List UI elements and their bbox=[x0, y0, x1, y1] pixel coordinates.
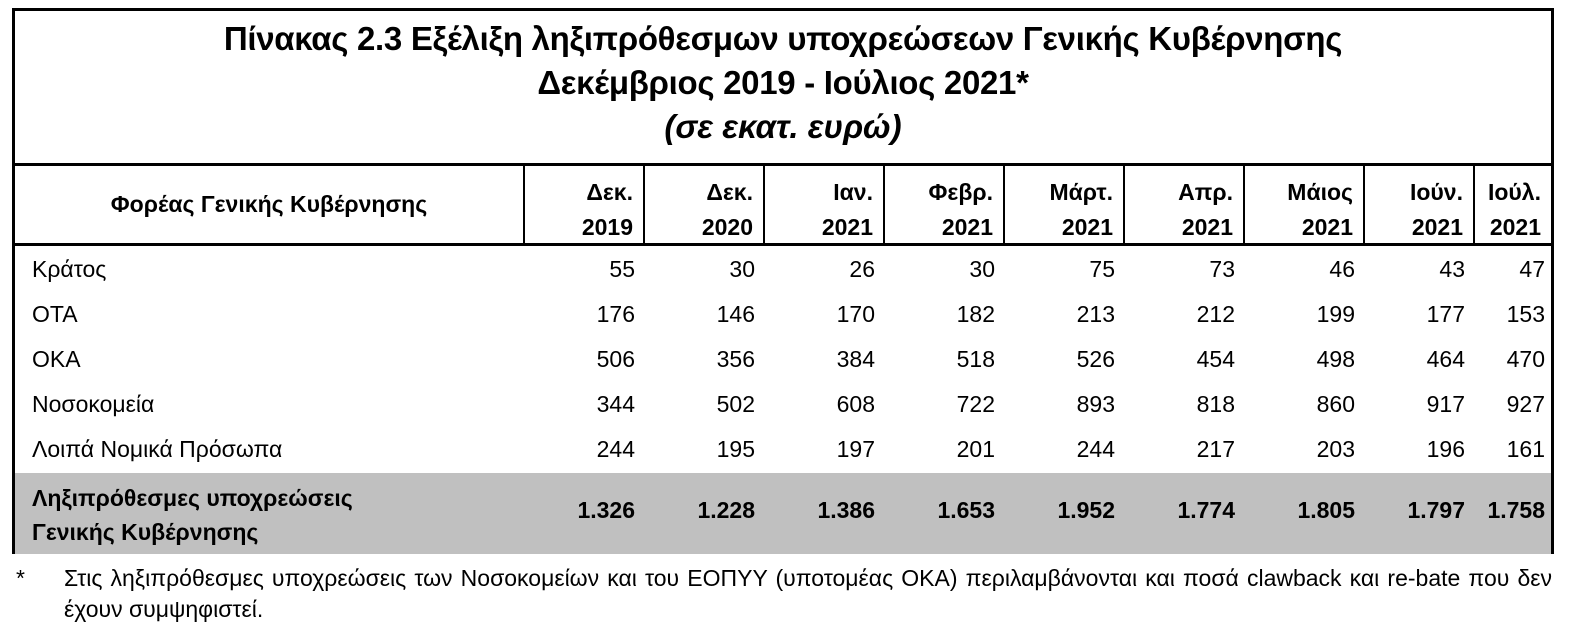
header-col bbox=[523, 166, 643, 243]
table-units: (σε εκατ. ευρώ) bbox=[664, 108, 902, 145]
table-cell: 244 bbox=[1076, 436, 1115, 462]
header-col-year: 2020 bbox=[701, 214, 753, 240]
table-cell: 860 bbox=[1316, 391, 1355, 417]
table-cell: 203 bbox=[1316, 436, 1355, 462]
header-col-year: 2021 bbox=[821, 214, 873, 240]
header-col bbox=[1363, 166, 1473, 243]
table-cell: 244 bbox=[596, 436, 635, 462]
row-label: Κράτος bbox=[32, 256, 107, 282]
table-period: Δεκέμβριος 2019 - Ιούλιος 2021* bbox=[537, 64, 1029, 101]
table-cell: 506 bbox=[596, 346, 635, 372]
header-col-year: 2021 bbox=[1411, 214, 1463, 240]
table-cell: 212 bbox=[1196, 301, 1235, 327]
total-cell: 1.758 bbox=[1487, 497, 1545, 523]
table-cell: 182 bbox=[956, 301, 995, 327]
header-col-month: Ιαν. bbox=[833, 179, 873, 205]
row-label: Νοσοκομεία bbox=[32, 391, 155, 417]
table-row bbox=[15, 336, 1551, 381]
table-cell: 43 bbox=[1439, 256, 1465, 282]
header-col-month: Ιούλ. bbox=[1487, 179, 1541, 205]
total-label-line1: Ληξιπρόθεσμες υποχρεώσεις bbox=[32, 485, 353, 511]
total-cell: 1.326 bbox=[577, 497, 635, 523]
header-entity-label: Φορέας Γενικής Κυβέρνησης bbox=[110, 191, 428, 217]
header-col bbox=[1243, 166, 1363, 243]
table-cell: 927 bbox=[1506, 391, 1545, 417]
table-cell: 197 bbox=[836, 436, 875, 462]
table-cell: 170 bbox=[836, 301, 875, 327]
table-cell: 464 bbox=[1426, 346, 1465, 372]
table-cell: 454 bbox=[1196, 346, 1235, 372]
table-cell: 526 bbox=[1076, 346, 1115, 372]
table-cell: 502 bbox=[716, 391, 755, 417]
header-col-month: Απρ. bbox=[1178, 179, 1233, 205]
table-cell: 47 bbox=[1519, 256, 1545, 282]
table-cell: 177 bbox=[1426, 301, 1465, 327]
table-cell: 73 bbox=[1209, 256, 1235, 282]
total-cell: 1.774 bbox=[1177, 497, 1235, 523]
table-cell: 213 bbox=[1076, 301, 1115, 327]
table-cell: 518 bbox=[956, 346, 995, 372]
header-col-year: 2021 bbox=[1181, 214, 1233, 240]
footnote-text: Στις ληξιπρόθεσμες υποχρεώσεις των Νοσοκομείων και του ΕΟΠΥΥ (υποτομέας ΟΚΑ) περιλαμβάνονται και ποσά clawback και re-bate που δεν έχουν συμψηφιστεί. bbox=[64, 565, 1552, 622]
row-label: ΟΤΑ bbox=[32, 301, 78, 327]
table-cell: 384 bbox=[836, 346, 875, 372]
header-col-year: 2021 bbox=[1489, 214, 1541, 240]
header-col-month: Φεβρ. bbox=[928, 179, 993, 205]
header-col bbox=[763, 166, 883, 243]
header-col-month: Δεκ. bbox=[586, 179, 633, 205]
header-col bbox=[643, 166, 763, 243]
table-row bbox=[15, 426, 1551, 471]
table-cell: 201 bbox=[956, 436, 995, 462]
total-label-line2: Γενικής Κυβέρνησης bbox=[32, 519, 259, 545]
table-cell: 26 bbox=[849, 256, 875, 282]
table-cell: 470 bbox=[1506, 346, 1545, 372]
table-cell: 199 bbox=[1316, 301, 1355, 327]
row-label: Λοιπά Νομικά Πρόσωπα bbox=[32, 436, 283, 462]
table-cell: 75 bbox=[1089, 256, 1115, 282]
total-cell: 1.653 bbox=[937, 497, 995, 523]
header-col-year: 2021 bbox=[1061, 214, 1113, 240]
header-col bbox=[1123, 166, 1243, 243]
header-col-year: 2019 bbox=[581, 214, 633, 240]
table-cell: 608 bbox=[836, 391, 875, 417]
table-header bbox=[15, 166, 1551, 246]
table-cell: 344 bbox=[596, 391, 635, 417]
table-frame bbox=[12, 8, 1554, 554]
table-cell: 818 bbox=[1196, 391, 1235, 417]
total-cell: 1.228 bbox=[697, 497, 755, 523]
table-cell: 722 bbox=[956, 391, 995, 417]
table-cell: 153 bbox=[1506, 301, 1545, 327]
header-col-month: Ιούν. bbox=[1409, 179, 1463, 205]
total-cell: 1.797 bbox=[1407, 497, 1465, 523]
header-col bbox=[1473, 166, 1551, 243]
header-col-year: 2021 bbox=[1301, 214, 1353, 240]
table-title-block bbox=[15, 11, 1551, 166]
table-title: Πίνακας 2.3 Εξέλιξη ληξιπρόθεσμων υποχρεώσεων Γενικής Κυβέρνησης bbox=[223, 20, 1343, 57]
table-cell: 893 bbox=[1076, 391, 1115, 417]
table-cell: 917 bbox=[1426, 391, 1465, 417]
total-cell: 1.805 bbox=[1297, 497, 1355, 523]
header-col-month: Μάρτ. bbox=[1049, 179, 1113, 205]
table-cell: 30 bbox=[969, 256, 995, 282]
table-cell: 146 bbox=[716, 301, 755, 327]
total-cell: 1.386 bbox=[817, 497, 875, 523]
total-cell: 1.952 bbox=[1057, 497, 1115, 523]
total-label bbox=[32, 481, 353, 549]
table-cell: 46 bbox=[1329, 256, 1355, 282]
table-cell: 217 bbox=[1196, 436, 1235, 462]
table-cell: 55 bbox=[609, 256, 635, 282]
header-col-month: Δεκ. bbox=[706, 179, 753, 205]
header-col-year: 2021 bbox=[941, 214, 993, 240]
footnote-marker: * bbox=[16, 565, 25, 591]
total-row bbox=[15, 473, 1551, 554]
header-entity bbox=[15, 166, 523, 243]
header-col-month: Μάιος bbox=[1287, 179, 1353, 205]
table-cell: 356 bbox=[716, 346, 755, 372]
table-cell: 196 bbox=[1426, 436, 1465, 462]
table-row bbox=[15, 291, 1551, 336]
table-cell: 195 bbox=[716, 436, 755, 462]
table-cell: 30 bbox=[729, 256, 755, 282]
table-row bbox=[15, 381, 1551, 426]
table-cell: 176 bbox=[596, 301, 635, 327]
header-col bbox=[883, 166, 1003, 243]
table-cell: 498 bbox=[1316, 346, 1355, 372]
row-label: ΟΚΑ bbox=[32, 346, 81, 372]
table-row bbox=[15, 246, 1551, 291]
table-cell: 161 bbox=[1506, 436, 1545, 462]
header-col bbox=[1003, 166, 1123, 243]
